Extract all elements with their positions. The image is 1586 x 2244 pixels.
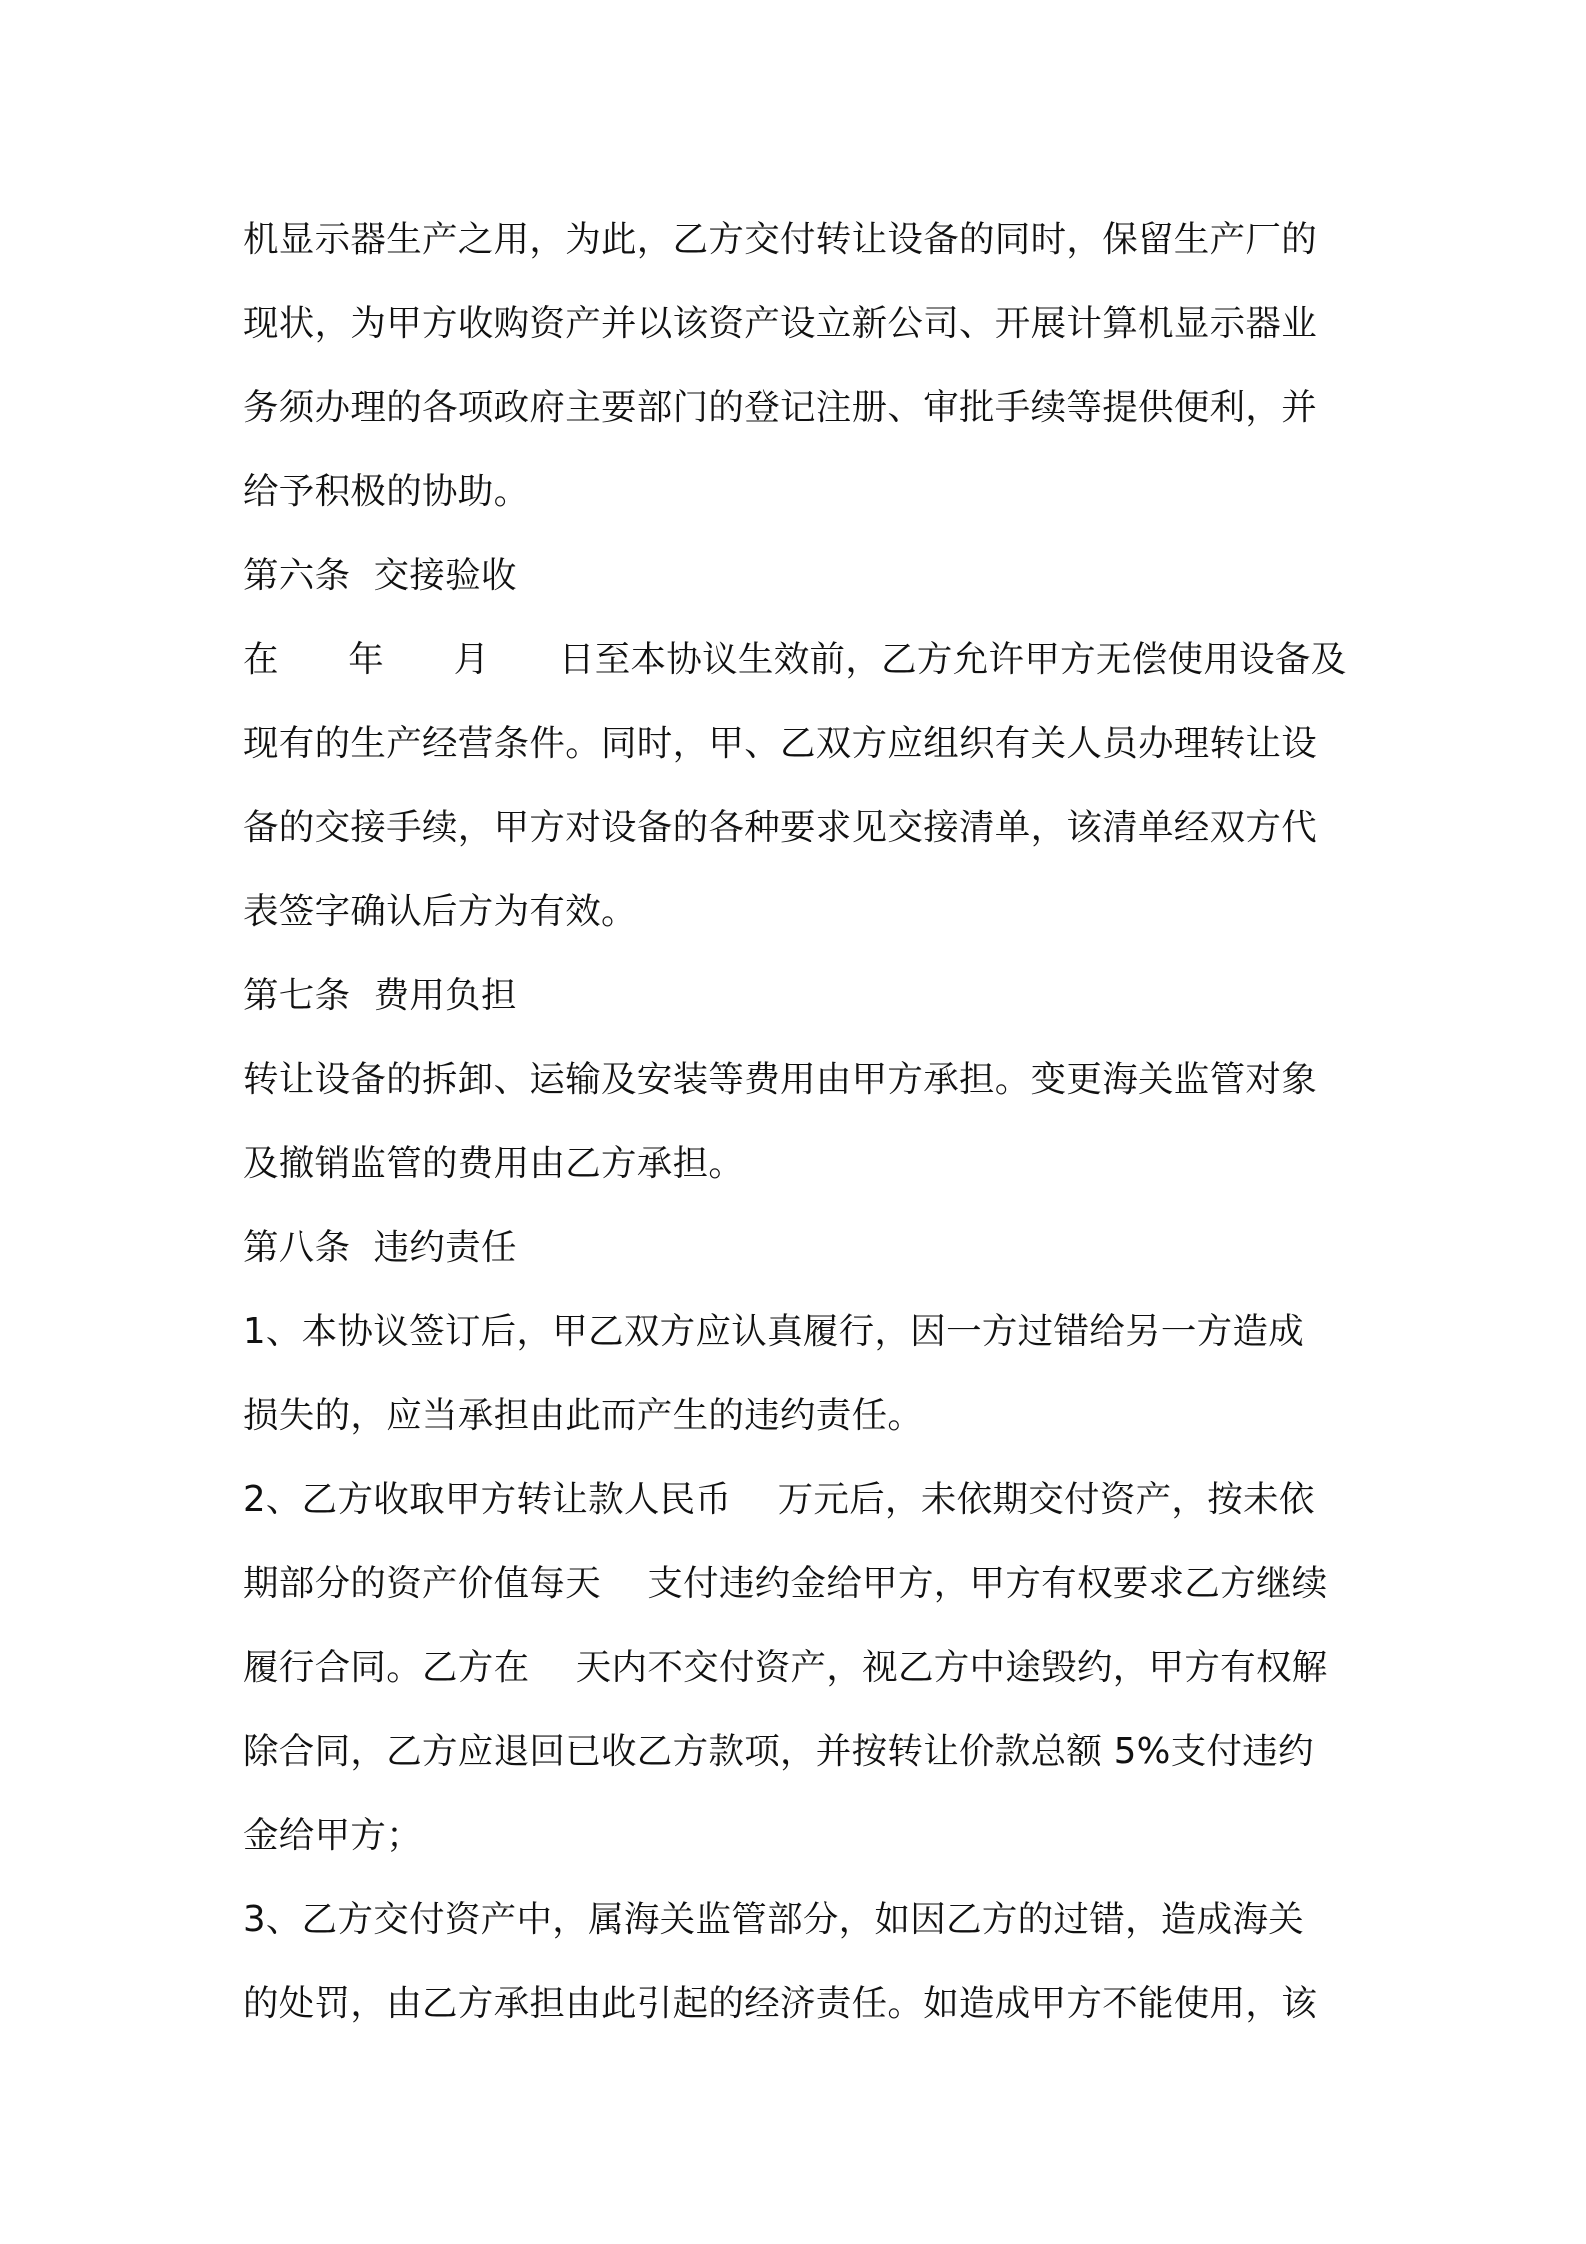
text-line: 务须办理的各项政府主要部门的登记注册、审批手续等提供便利，并 (243, 387, 1318, 428)
clause-2 (243, 1458, 1358, 1878)
text-line: 表签字确认后方为有效。 (243, 891, 637, 932)
article-7-heading: 第七条 费用负担 (243, 975, 517, 1016)
paragraph-2 (243, 618, 1358, 954)
clause-3 (243, 1878, 1358, 2046)
text-line: 现状，为甲方收购资产并以该资产设立新公司、开展计算机显示器业 (243, 303, 1318, 344)
text-line: 给予积极的协助。 (243, 471, 530, 512)
paragraph-3 (243, 1038, 1358, 1206)
text-line: 2、乙方收取甲方转让款人民币 万元后，未依期交付资产，按未依 (243, 1479, 1315, 1520)
clause-1 (243, 1290, 1358, 1458)
article-6-heading: 第六条 交接验收 (243, 555, 517, 596)
text-line: 在 年 月 日至本协议生效前，乙方允许甲方无偿使用设备及 (243, 639, 1347, 680)
text-line: 转让设备的拆卸、运输及安装等费用由甲方承担。变更海关监管对象 (243, 1059, 1318, 1100)
text-line: 的处罚，由乙方承担由此引起的经济责任。如造成甲方不能使用，该 (243, 1983, 1318, 2024)
article-8-heading: 第八条 违约责任 (243, 1227, 517, 1268)
text-line: 现有的生产经营条件。同时，甲、乙双方应组织有关人员办理转让设 (243, 723, 1318, 764)
text-line: 备的交接手续，甲方对设备的各种要求见交接清单，该清单经双方代 (243, 807, 1318, 848)
text-line: 履行合同。乙方在 天内不交付资产，视乙方中途毁约，甲方有权解 (243, 1647, 1328, 1688)
text-line: 1、本协议签订后，甲乙双方应认真履行，因一方过错给另一方造成 (243, 1311, 1305, 1352)
text-line: 金给甲方； (243, 1815, 423, 1856)
document-body (243, 198, 1358, 2046)
text-line: 机显示器生产之用，为此，乙方交付转让设备的同时，保留生产厂的 (243, 219, 1318, 260)
text-line: 及撤销监管的费用由乙方承担。 (243, 1143, 745, 1184)
text-line: 3、乙方交付资产中，属海关监管部分，如因乙方的过错，造成海关 (243, 1899, 1305, 1940)
text-line: 损失的，应当承担由此而产生的违约责任。 (243, 1395, 924, 1436)
paragraph-1 (243, 198, 1358, 534)
text-line: 除合同，乙方应退回已收乙方款项，并按转让价款总额 5%支付违约 (243, 1731, 1314, 1772)
text-line: 期部分的资产价值每天 支付违约金给甲方，甲方有权要求乙方继续 (243, 1563, 1328, 1604)
